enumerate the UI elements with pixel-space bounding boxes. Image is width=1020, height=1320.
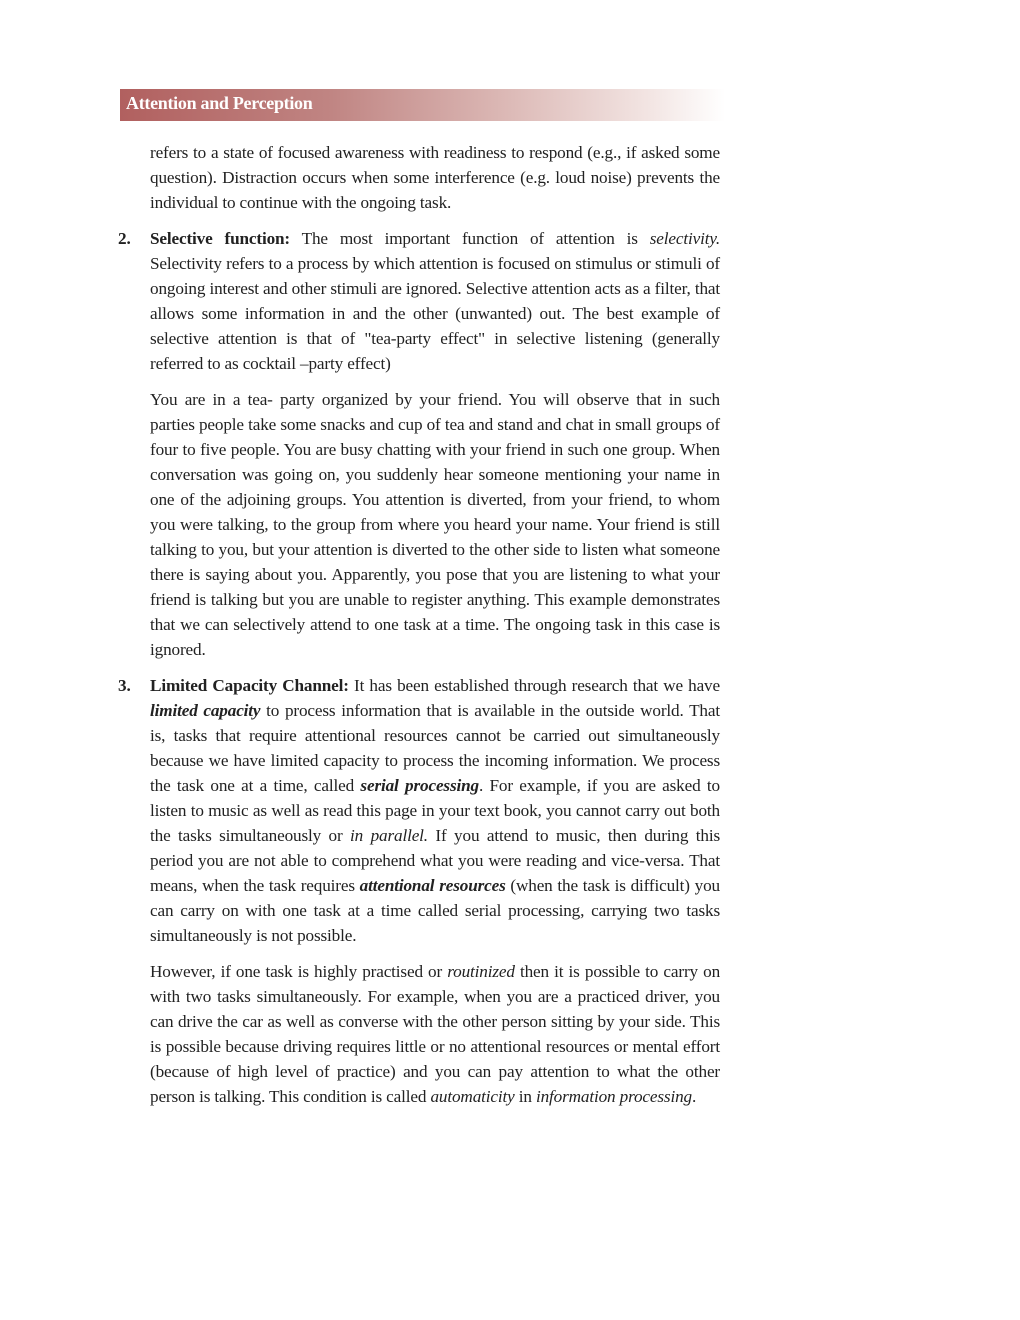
emphasis-term: serial processing (360, 776, 479, 795)
list-item-limited-capacity: 3. Limited Capacity Channel: It has been established through research that we have limited capacity to process information that is available in the outside world. That is, tasks that require attentional resources cannot be carried out simultaneously because we have limited capacity to process the incoming information. We process the task one at a time, called serial processing. For example, if you are asked to listen to music as well as read this page in your text book, you cannot carry out both the tasks simultaneously or in parallel. If you attend to music, then during this period you are not able to comprehend what you were reading and vice-versa. That means, when the task requires attentional resources (when the task is difficult) you can carry on with one task at a time called serial processing, carrying two tasks simultaneously is not possible. (150, 673, 720, 948)
item-heading: Limited Capacity Channel: (150, 676, 349, 695)
emphasis-term: selectivity. (649, 229, 720, 248)
page-body (118, 140, 720, 1120)
emphasis-term: in parallel. (350, 826, 428, 845)
intro-paragraph: refers to a state of focused awareness with readiness to respond (e.g., if asked some question). Distraction occurs when some interference (e.g. loud noise) prevents the individual to continue with the ongoing task. (150, 143, 720, 212)
emphasis-term: routinized (447, 962, 515, 981)
tea-party-example-paragraph: You are in a tea- party organized by your friend. You will observe that in such parties people take some snacks and cup of tea and stand and chat in small groups of four to five people. You are busy chatting with your friend in such one group. When conversation was going on, you suddenly hear someone mentioning your name in one of the adjoining groups. You attention is diverted, from your friend, to whom you were talking, to the group from where you heard your name. Your friend is still talking to you, but your attention is diverted to the other side to listen what someone there is saying about you. Apparently, you pose that you are listening to what your friend is talking but you are unable to register anything. This example demonstrates that we can selectively attend to one task at a time. The ongoing task in this case is ignored. (150, 390, 720, 659)
item-heading: Selective function: (150, 229, 291, 248)
emphasis-term: information processing (535, 1087, 692, 1106)
item-number: 2. (118, 229, 131, 248)
chapter-title: Attention and Perception (126, 93, 313, 113)
emphasis-term: automaticity (430, 1087, 515, 1106)
automaticity-paragraph: However, if one task is highly practised or routinized then it is possible to carry on with two tasks simultaneously. For example, when you are a practiced driver, you can drive the car as well as converse with the other person sitting by your side. This is possible because driving requires little or no attentional resources or mental effort (because of high level of practice) and you can pay attention to what the other person is talking. This condition is called automaticity in information processing. (150, 962, 721, 1106)
emphasis-term: attentional resources (359, 876, 506, 895)
chapter-header-band (120, 89, 725, 121)
item-number: 3. (118, 676, 131, 695)
emphasis-term: limited capacity (150, 701, 261, 720)
list-item-selective-function: 2. Selective function: The most important function of attention is selectivity. Selectivity refers to a process by which attention is focused on stimulus or stimuli of ongoing interest and other stimuli are ignored. Selective attention acts as a filter, that allows some information in and the other (unwanted) out. The best example of selective attention is that of "tea-party effect" in selective listening (generally referred to as cocktail –party effect) (150, 226, 720, 376)
